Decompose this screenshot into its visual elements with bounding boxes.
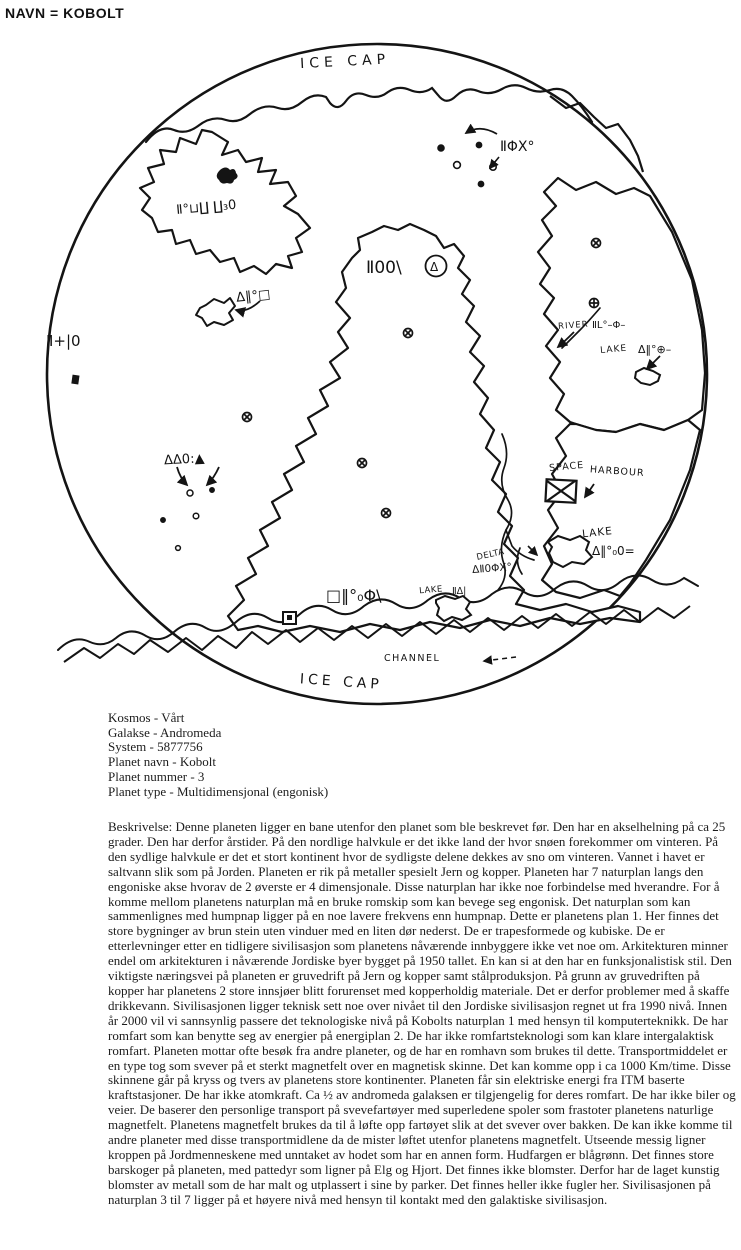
islands-northeast <box>438 142 496 186</box>
glyph-west-edge: Ⅱ+|0 <box>46 332 81 350</box>
glyph-northwest-city: Ⅱ°⊔∐ ∐₃0 <box>175 197 238 218</box>
town-marker-east-2 <box>590 299 599 308</box>
page-title: NAVN = KOBOLT <box>5 5 125 21</box>
delta-arrow <box>528 546 537 555</box>
label-channel: CHANNEL <box>384 653 441 664</box>
glyph-river-east: ⅡL°–Φ– <box>592 320 626 331</box>
town-marker-east <box>592 239 601 248</box>
info-planet-navn: Planet navn - Kobolt <box>108 754 216 770</box>
label-harbour: HARBOUR <box>589 464 645 480</box>
lake-delta-blob <box>548 536 592 567</box>
northeast-arrow-small <box>490 157 499 168</box>
channel-dashed-line <box>484 657 516 661</box>
glyph-lake-east: Δ‖°⊕– <box>638 343 672 356</box>
town-marker-south-2 <box>382 509 391 518</box>
planet-description: Beskrivelse: Denne planeten ligger en bane utenfor den planet som ble beskrevet før. Den har en akselhelning på ca 25 grader. Den har derfor årstider. På den nordlige halvkule er det ikke land der hvor snøen forekommer om vinteren. På den sydlige halvkule er det et stort kontinent hvor de sydligste delene dekkes av sno om vinteren. Vannet i havet er saltvann slik som på Jorden. Planeten er rik på metaller spesielt Jern og kopper. Planeten har 7 naturplan langs den engoniske akse hvorav de 2 øverste er 4 dimensjonale. Disse naturplan har ikke noe forbindelse med hverandre. For å komme mellom planetens naturplan må en bruke romskip som kan bevege seg engonisk. Det naturplan som kan sammenlignes med humpnap ligger på en noe lavere frekvens enn humpnap. Dette er planetens plan 1. Her finnes det store bygninger av brun stein uten vinduer med en liten dør nederst. De er trapesformede og kubiske. De er etterlevninger etter en tidligere sivilisasjon som planetens nåværende innbyggere ikke vet noe om. Arkitekturen minner endel om arkitekturen i nåværende Jordiske byer bygget på 1950 tallet. En kan si at den har en funksjonalistisk stil. Den viktigste næringsvei på planeten er gruvedrift på Jern og kopper samt stålproduksjon. På grunn av gruvedriften på kopper har planetens 2 store innsjøer blitt forurenset med kopperholdig materiale. Det er derfor problemer med å skaffe drikkevann. Sivilisasjonen ligger teknisk sett noe over nivået til den Jordiske sivilisasjon regnet ut fra 1990 nivå. Innen år 2000 vil vi sannsynlig passere det teknologiske nivå på Kobolts naturplan 1 med hensyn til komputerteknikk. De har romfart som kan benytte seg av energier på energiplan 2. De har ikke romfartsteknologi som kan klare intergalaktisk romfart. Planeten mottar ofte besøk fra andre planeter, og de har en romhavn som brukes til dette. Transportmiddelet er en type tog som svever på et sterkt magnetfelt over en magnetisk skinne. Det kan komme opp i ca 1000 Km/time. Disse skinnene går på kryss og tvers av planetens store kontinenter. Planeten får sin elektriske energi fra ITM baserte kraftstasjoner. De har ikke atomkraft. Ca ½ av andromeda galaksen er tilgjengelig for deres romfart. De har ikke biler og veier. De baserer den personlige transport på svevefartøyer med superledene spoler som frastoter planetens naturlige magnetfelt. Planetens magnetfelt brukes da til å løfte opp fartøyet slik at det svever over bakken. De kan ikke komme til andre planeter med disse transportmidlene da de mister løftet utenfor planetens magnetfelt. Utseende messig ligner kroppen på Jordmenneskene med unntaket av hodet som har en annen form. Hudfargen er blågrønn. Det finnes store barskoger på planeten, med pattedyr som ligner på Elg og Hjort. Det finnes ikke blomster. Derfor har de laget kunstig blomster av metall som de har malt og utplassert i sine by parker. Det finnes heller ikke fugler her. Sivilisasjonen på naturplan 3 til 7 ligger på et høyere nivå med hensyn til kontakt med den galaktiske sivilisasjon. <box>108 819 736 1207</box>
planet-info-block <box>108 711 328 799</box>
glyph-northeast: ⅡΦX° <box>500 139 535 155</box>
square-marker-south <box>283 612 296 624</box>
archipelago-arrow-2 <box>207 467 219 485</box>
label-delta: DELTA <box>475 547 506 563</box>
glyph-central-city: Ⅱ00\ <box>366 258 402 278</box>
label-lake-east: LAKE <box>599 343 628 357</box>
continent-east <box>538 178 705 432</box>
info-planet-type: Planet type - Multidimensjonal (engonisk) <box>108 783 329 799</box>
label-lake-delta: LAKE <box>581 525 614 541</box>
glyph-northwest-island: Δ‖°□ <box>235 287 272 306</box>
label-ice-cap-top: ICE CAP <box>299 51 391 73</box>
glyph-lake-south: ⅡΔ| <box>452 586 467 597</box>
glyph-central-city-mark: Δ <box>430 260 439 274</box>
landmass-southeast <box>542 420 700 598</box>
town-marker-south-1 <box>358 459 367 468</box>
info-planet-nummer: Planet nummer - 3 <box>108 768 205 784</box>
town-marker-central <box>404 329 413 338</box>
label-river-east: RIVER <box>557 319 589 332</box>
label-lake-south: LAKE <box>418 584 444 597</box>
northeast-arrow <box>466 129 497 134</box>
town-marker-gulf <box>243 413 252 422</box>
lake-south-blob <box>436 596 471 621</box>
label-space: SPACE <box>548 459 585 474</box>
info-kosmos: Kosmos - Vårt <box>108 710 185 725</box>
archipelago-arrow-1 <box>177 467 187 485</box>
label-ice-cap-bottom: ICE CAP <box>299 671 384 693</box>
archipelago-islets <box>161 488 214 551</box>
marker-west-edge <box>71 375 79 385</box>
glyph-lake-delta: Δ‖°₀0= <box>592 544 635 558</box>
info-system: System - 5877756 <box>108 739 203 755</box>
info-galakse: Galakse - Andromeda <box>108 724 222 740</box>
glyph-delta: ΔⅡ0ΦX° <box>471 561 513 576</box>
island-northwest <box>196 298 235 326</box>
glyph-south-city: □‖°₀Φ\ <box>326 586 382 605</box>
glyph-archipelago: ΔΔ0:▲ <box>163 451 205 469</box>
space-harbour-symbol <box>545 479 576 503</box>
